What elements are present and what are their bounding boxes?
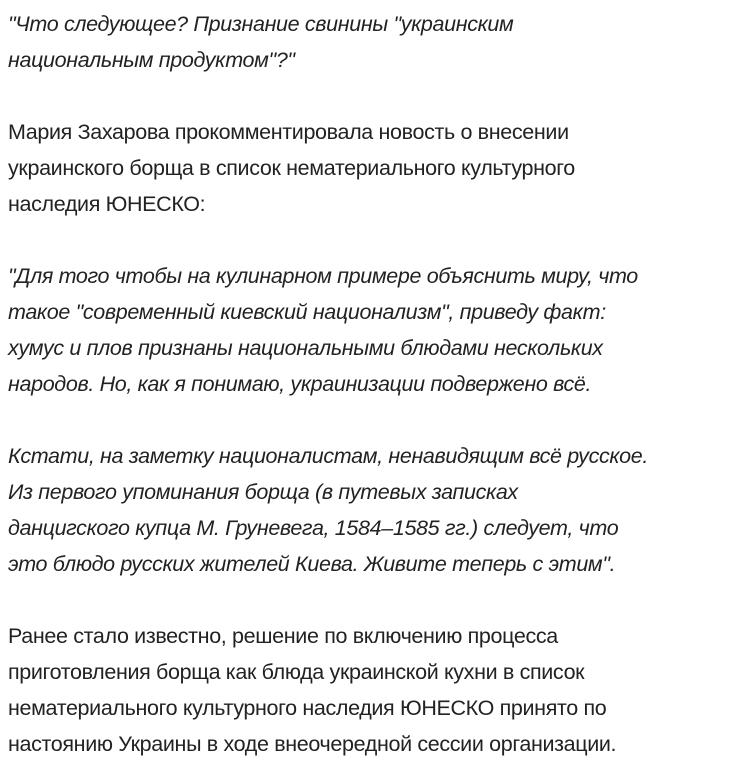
- headline-quote: [8, 6, 730, 78]
- quote-line: данцигского купца М. Груневега, 1584–1585 гг.) следует, что: [8, 516, 619, 540]
- intro-line: наследия ЮНЕСКО:: [8, 192, 206, 216]
- article-body: [8, 6, 730, 762]
- quote-line: хумус и плов признаны национальными блюдами нескольких: [8, 336, 603, 360]
- intro-line: Мария Захарова прокомментировала новость о внесении: [8, 120, 569, 144]
- quote-line: такое "современный киевский национализм", приведу факт:: [8, 300, 606, 324]
- quote-line: это блюдо русских жителей Киева. Живите теперь с этим".: [8, 552, 616, 576]
- closing-line: нематериального культурного наследия ЮНЕСКО принято по: [8, 696, 607, 720]
- closing-line: Ранее стало известно, решение по включению процесса: [8, 624, 558, 648]
- headline-line: "Что следующее? Признание свинины "украинским: [8, 12, 514, 36]
- intro-line: украинского борща в список нематериального культурного: [8, 156, 575, 180]
- quote-paragraph-1: [8, 258, 730, 402]
- quote-line: "Для того чтобы на кулинарном примере объяснить миру, что: [8, 264, 638, 288]
- closing-paragraph: [8, 618, 730, 762]
- headline-line: национальным продуктом"?": [8, 48, 295, 72]
- quote-line: Кстати, на заметку националистам, ненавидящим всё русское.: [8, 444, 649, 468]
- quote-line: Из первого упоминания борща (в путевых записках: [8, 480, 518, 504]
- quote-line: народов. Но, как я понимаю, украинизации подвержено всё.: [8, 372, 592, 396]
- intro-paragraph: [8, 114, 730, 222]
- closing-line: настоянию Украины в ходе внеочередной сессии организации.: [8, 732, 617, 756]
- closing-line: приготовления борща как блюда украинской кухни в список: [8, 660, 585, 684]
- quote-paragraph-2: [8, 438, 730, 582]
